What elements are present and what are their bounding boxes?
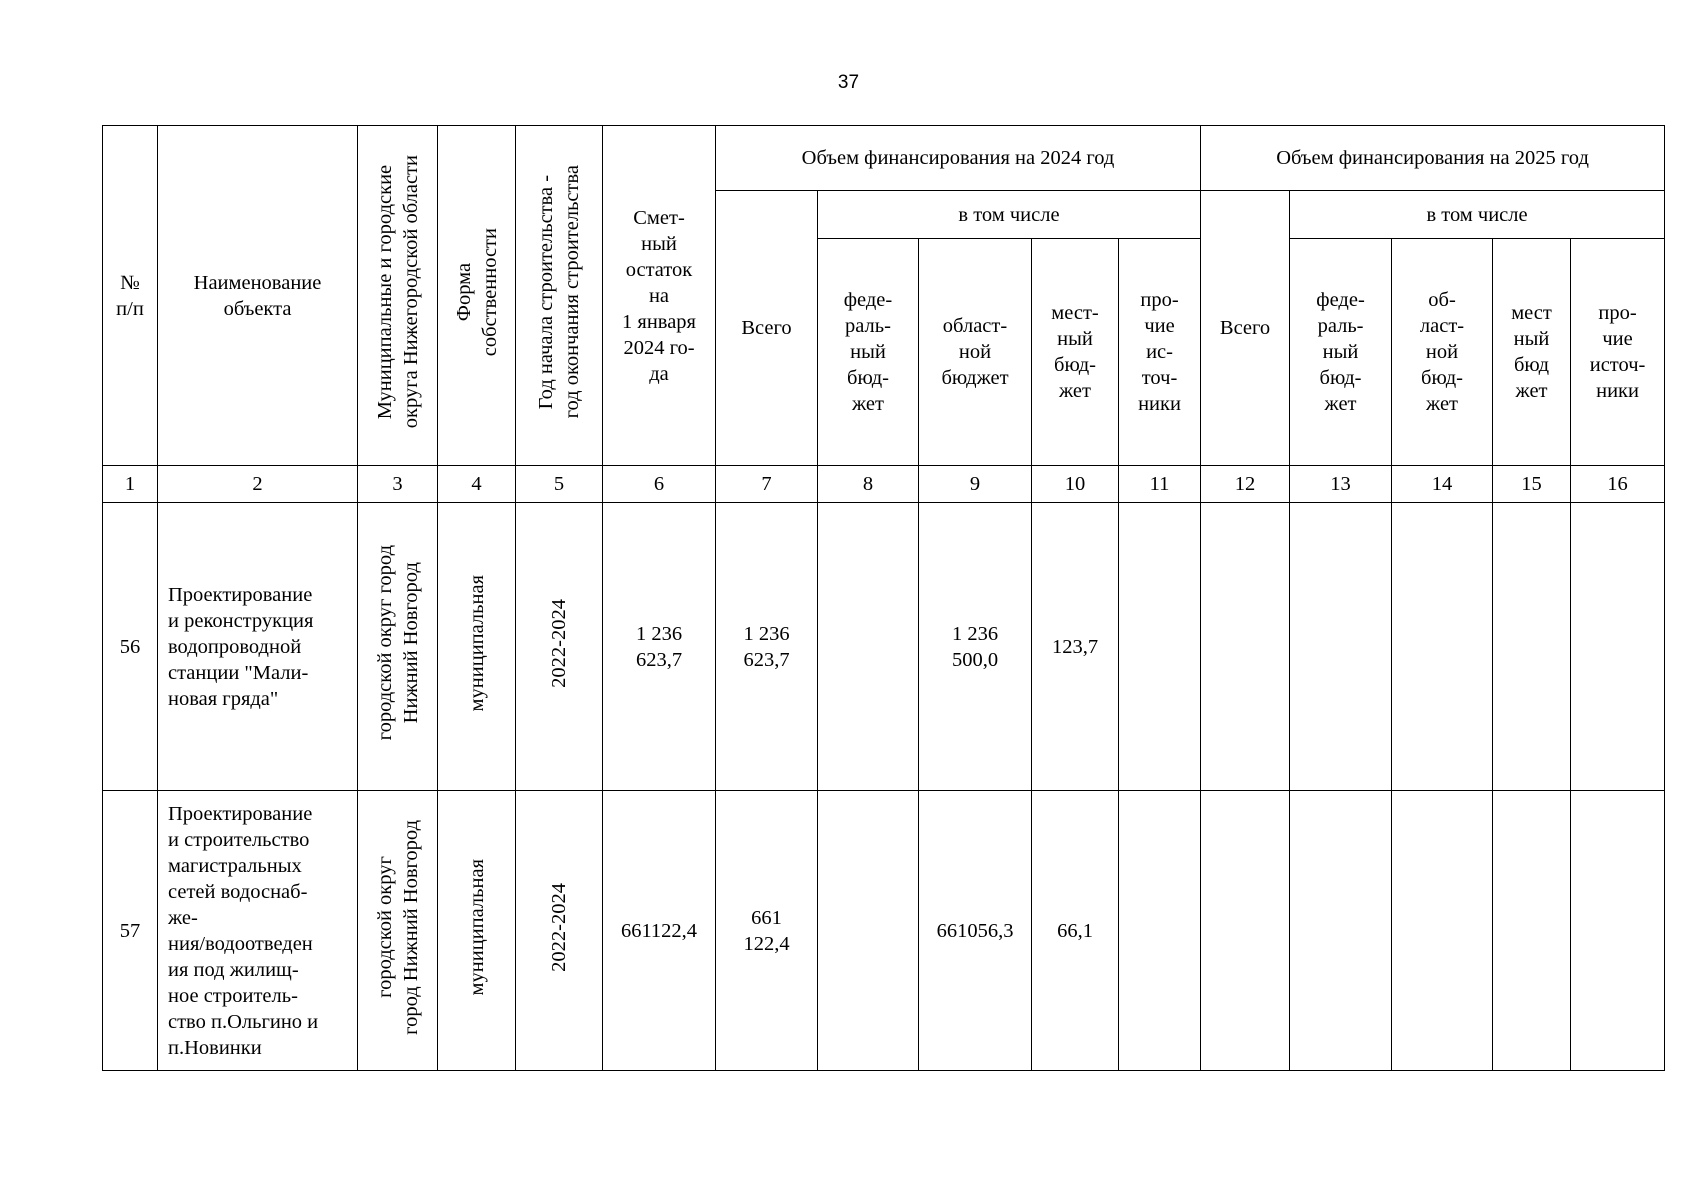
row-local-2024: 66,1 — [1032, 791, 1119, 1071]
funding-table — [102, 125, 1665, 1071]
row-federal-2025 — [1290, 503, 1392, 791]
row-other-2024 — [1119, 503, 1201, 791]
header-federal-2024: феде- раль- ный бюд- жет — [818, 239, 919, 466]
header-funding-2025: Объем финансирования на 2025 год — [1201, 126, 1665, 191]
header-total-2024: Всего — [716, 191, 818, 466]
column-number: 13 — [1290, 466, 1392, 503]
row-federal-2025 — [1290, 791, 1392, 1071]
row-municipality: городской округ город Нижний Новгород — [373, 819, 422, 1035]
row-years-cell — [516, 503, 603, 791]
row-regional-2024: 1 236 500,0 — [919, 503, 1032, 791]
row-municipality: городской округ город Нижний Новгород — [373, 545, 422, 741]
row-ownership-cell — [438, 503, 516, 791]
column-number: 7 — [716, 466, 818, 503]
row-ownership: муниципальная — [465, 574, 488, 712]
table-row — [103, 791, 1665, 1071]
column-number-row — [103, 466, 1665, 503]
column-number: 3 — [358, 466, 438, 503]
column-number: 1 — [103, 466, 158, 503]
row-federal-2024 — [818, 503, 919, 791]
header-years-cell — [516, 126, 603, 466]
row-municipality-cell — [358, 791, 438, 1071]
header-funding-2024: Объем финансирования на 2024 год — [716, 126, 1201, 191]
column-number: 4 — [438, 466, 516, 503]
row-ownership: муниципальная — [465, 858, 488, 996]
header-name: Наименование объекта — [158, 126, 358, 466]
row-num: 56 — [103, 503, 158, 791]
row-regional-2025 — [1392, 791, 1493, 1071]
row-ownership-cell — [438, 791, 516, 1071]
row-other-2024 — [1119, 791, 1201, 1071]
row-other-2025 — [1571, 503, 1665, 791]
column-number: 11 — [1119, 466, 1201, 503]
column-number: 2 — [158, 466, 358, 503]
row-regional-2024: 661056,3 — [919, 791, 1032, 1071]
row-regional-2025 — [1392, 503, 1493, 791]
page-number: 37 — [837, 72, 860, 93]
row-total-2025 — [1201, 791, 1290, 1071]
header-regional-2025: об- ласт- ной бюд- жет — [1392, 239, 1493, 466]
header-local-2025: мест ный бюд жет — [1493, 239, 1571, 466]
row-other-2025 — [1571, 791, 1665, 1071]
row-local-2025 — [1493, 503, 1571, 791]
column-number: 8 — [818, 466, 919, 503]
header-other-2025: про- чие источ- ники — [1571, 239, 1665, 466]
row-municipality-cell — [358, 503, 438, 791]
row-total-2024: 1 236 623,7 — [716, 503, 818, 791]
row-estimate: 661122,4 — [603, 791, 716, 1071]
header-num: № п/п — [103, 126, 158, 466]
column-number: 6 — [603, 466, 716, 503]
header-including-2025: в том числе — [1290, 191, 1665, 239]
row-object-name: Проектирование и строительство магистральных сетей водоснаб- же- ния/водоотведен ия под жилищ- ное строитель- ство п.Ольгино и п.Новинки — [158, 791, 358, 1071]
column-number: 12 — [1201, 466, 1290, 503]
row-federal-2024 — [818, 791, 919, 1071]
header-including-2024: в том числе — [818, 191, 1201, 239]
row-years-cell — [516, 791, 603, 1071]
header-ownership: Форма собственности — [452, 227, 501, 357]
header-ownership-cell — [438, 126, 516, 466]
header-municipality: Муниципальные и городские округа Нижегородской области — [373, 155, 422, 429]
column-number: 10 — [1032, 466, 1119, 503]
header-regional-2024: област- ной бюджет — [919, 239, 1032, 466]
header-total-2025: Всего — [1201, 191, 1290, 466]
row-object-name: Проектирование и реконструкция водопроводной станции "Мали- новая гряда" — [158, 503, 358, 791]
column-number: 5 — [516, 466, 603, 503]
header-estimate: Смет- ный остаток на 1 января 2024 го- да — [603, 126, 716, 466]
column-number: 9 — [919, 466, 1032, 503]
header-municipality-cell — [358, 126, 438, 466]
row-estimate: 1 236 623,7 — [603, 503, 716, 791]
row-local-2024: 123,7 — [1032, 503, 1119, 791]
header-local-2024: мест- ный бюд- жет — [1032, 239, 1119, 466]
row-local-2025 — [1493, 791, 1571, 1071]
row-num: 57 — [103, 791, 158, 1071]
header-other-2024: про- чие ис- точ- ники — [1119, 239, 1201, 466]
column-number: 15 — [1493, 466, 1571, 503]
header-federal-2025: феде- раль- ный бюд- жет — [1290, 239, 1392, 466]
row-total-2024: 661 122,4 — [716, 791, 818, 1071]
row-years: 2022-2024 — [548, 882, 570, 972]
row-total-2025 — [1201, 503, 1290, 791]
column-number: 14 — [1392, 466, 1493, 503]
row-years: 2022-2024 — [548, 598, 570, 688]
column-number: 16 — [1571, 466, 1665, 503]
header-years: Год начала строительства - год окончания строительства — [535, 165, 583, 419]
table-row — [103, 503, 1665, 791]
header-row-1 — [103, 126, 1665, 191]
